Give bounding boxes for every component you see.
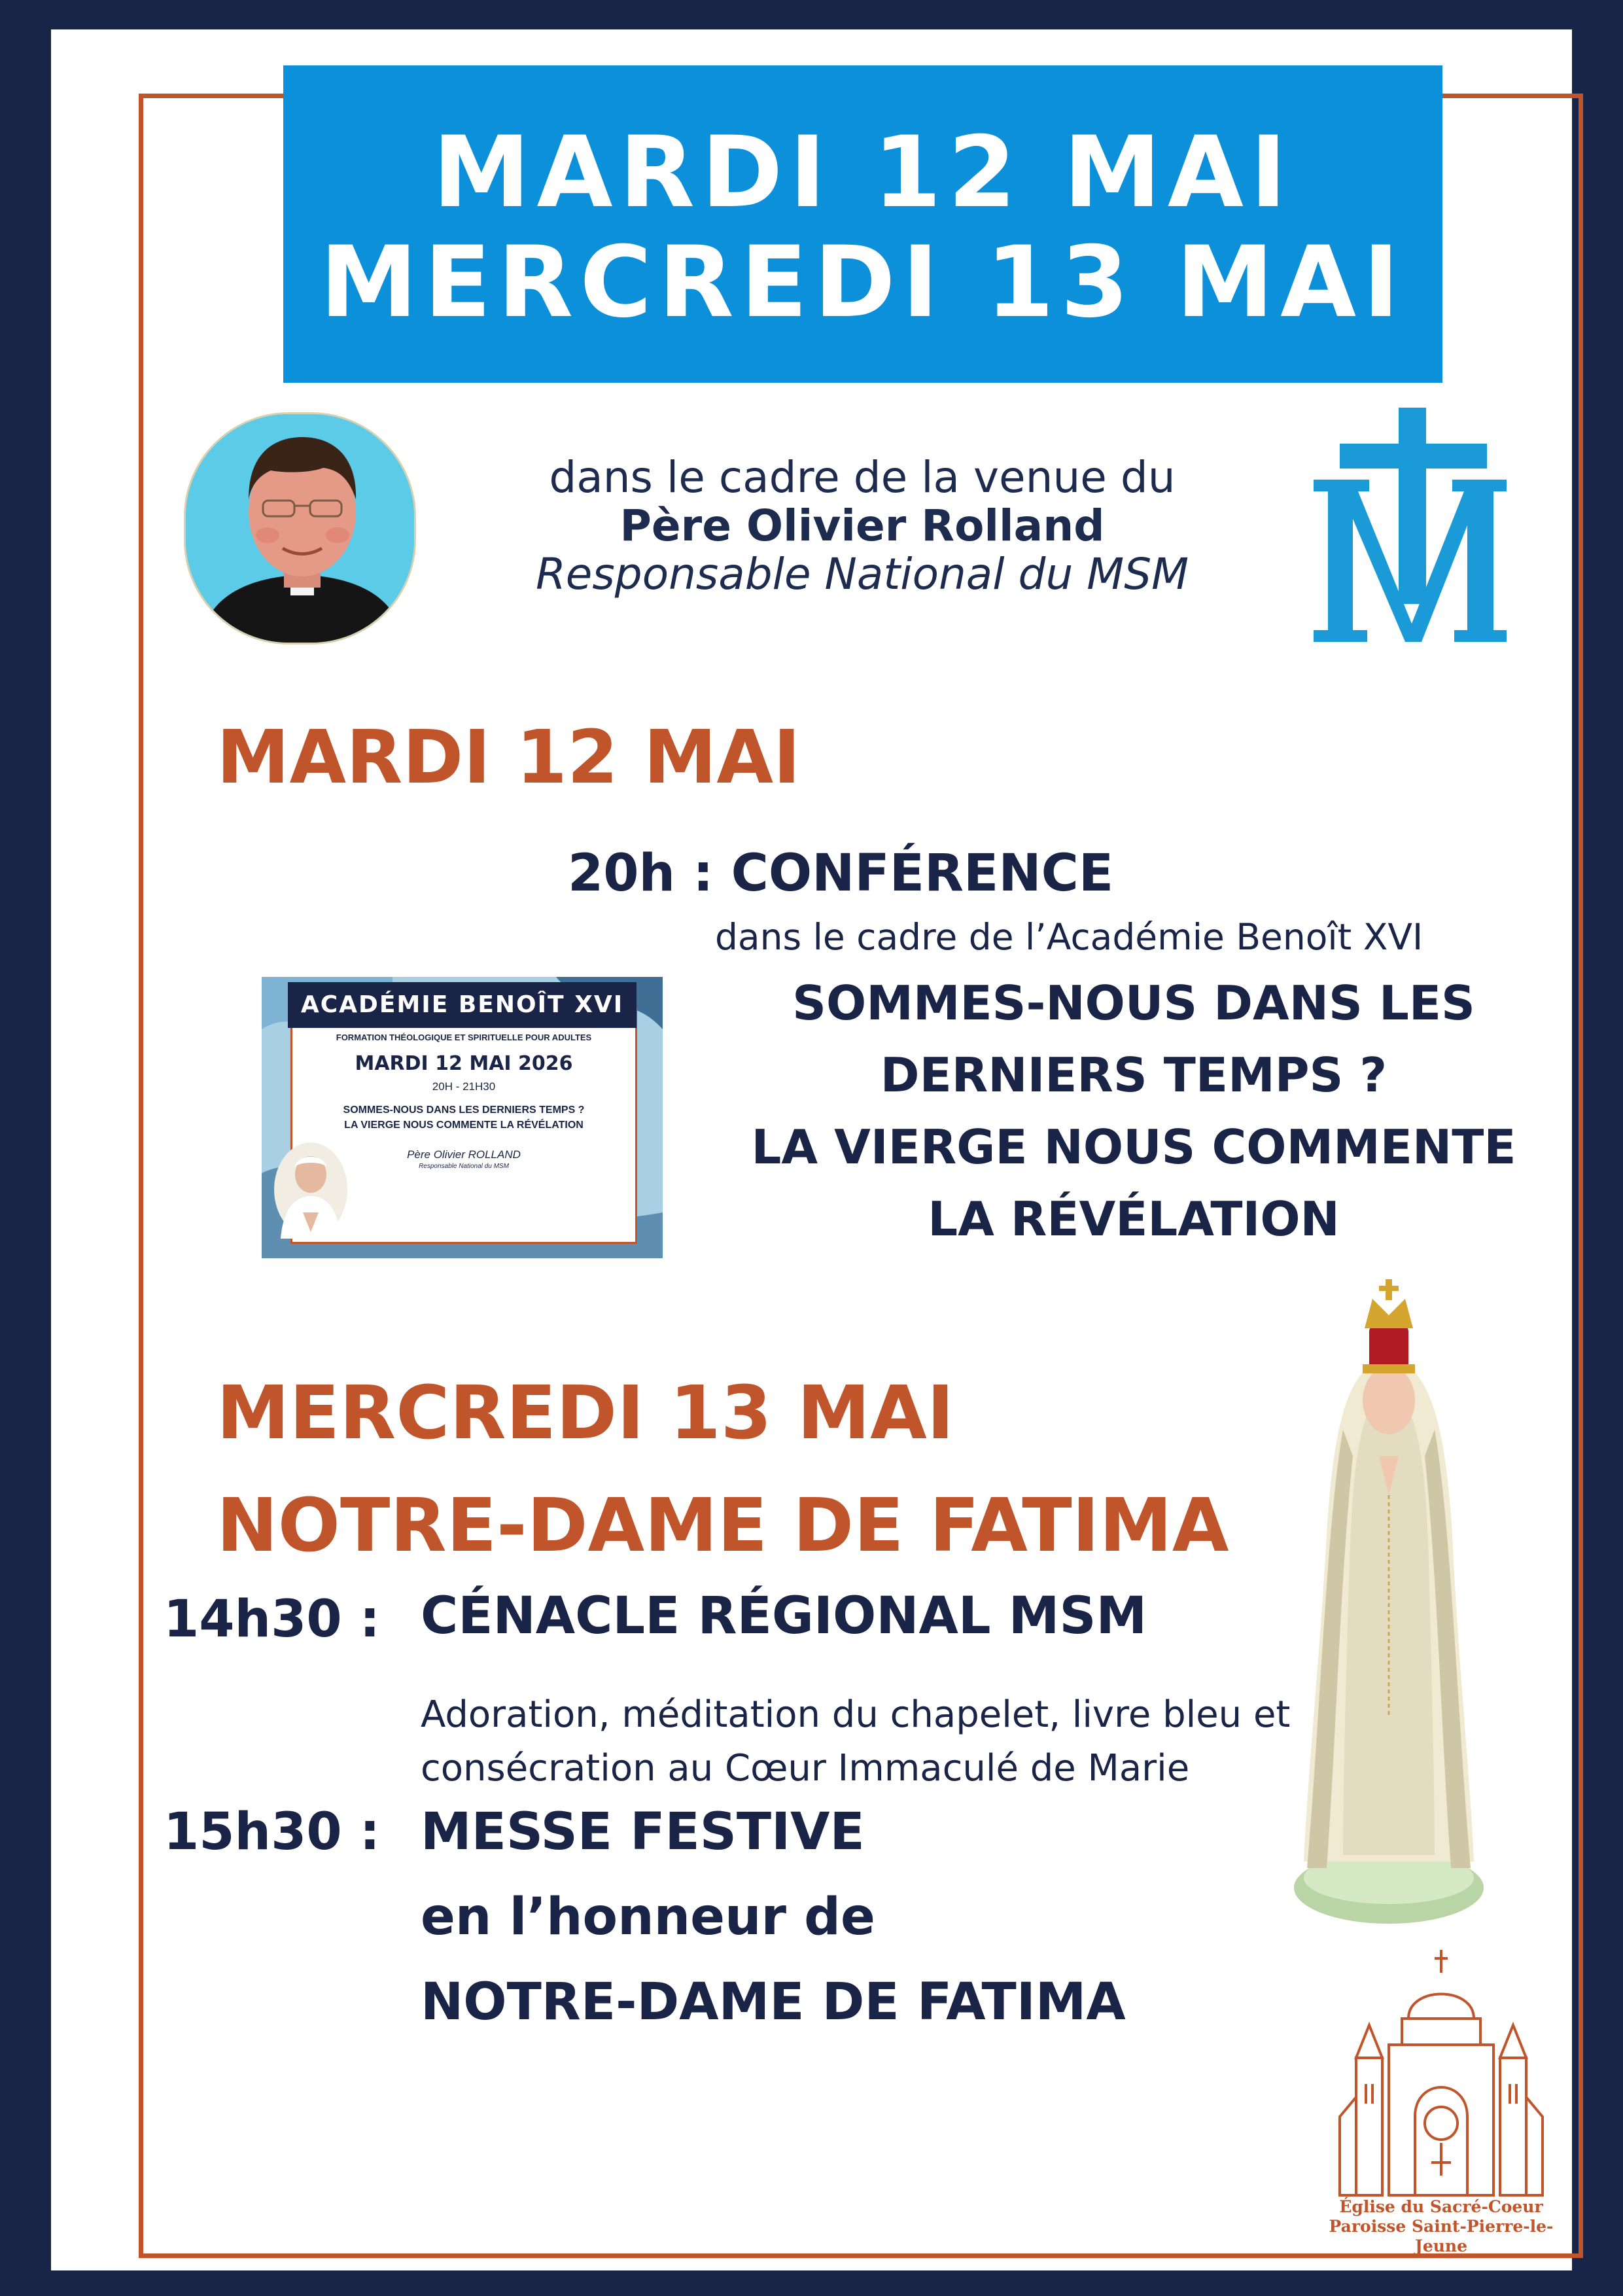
cenacle-time: 14h30 : — [164, 1590, 380, 1649]
msm-marian-logo-icon — [1307, 408, 1513, 646]
speaker-role: Responsable National du MSM — [535, 549, 1189, 599]
cenacle-title: CÉNACLE RÉGIONAL MSM — [421, 1587, 1147, 1646]
mass-time: 15h30 : — [164, 1803, 380, 1862]
poster-page — [51, 29, 1572, 2270]
mass-title-line: MESSE FESTIVE — [421, 1803, 865, 1862]
church-logo-icon — [1336, 1947, 1546, 2202]
mass-title — [421, 1790, 1126, 2045]
conference-title-line: LA RÉVÉLATION — [928, 1192, 1340, 1246]
flyer-title-2: LA VIERGE NOUS COMMENTE LA RÉVÉLATION — [344, 1120, 584, 1131]
priest-photo — [184, 412, 416, 645]
flyer-date: MARDI 12 MAI 2026 — [355, 1052, 573, 1075]
pope-portrait — [271, 1140, 350, 1239]
conference-title — [731, 967, 1536, 1255]
intro-text — [457, 453, 1268, 599]
tuesday-heading: MARDI 12 MAI — [217, 715, 801, 800]
conference-label: CONFÉRENCE — [731, 844, 1114, 903]
banner-line-2: MERCREDI 13 MAI — [320, 226, 1406, 340]
mass-title-line: en l’honneur de — [421, 1888, 875, 1947]
church-name: Église du Sacré-Coeur — [1339, 2197, 1543, 2216]
conference-title-line: LA VIERGE NOUS COMMENTE — [751, 1120, 1516, 1174]
mass-title-line: NOTRE-DAME DE FATIMA — [421, 1973, 1126, 2032]
flyer-tagline: FORMATION THÉOLOGIQUE ET SPIRITUELLE POUR ADULTES — [336, 1033, 592, 1042]
cenacle-description-line: Adoration, méditation du chapelet, livre bleu et — [421, 1693, 1291, 1736]
flyer-speaker: Père Olivier ROLLAND — [407, 1148, 521, 1161]
conference-title-line: SOMMES-NOUS DANS LES — [792, 976, 1475, 1031]
banner-line-1: MARDI 12 MAI — [432, 116, 1293, 230]
cenacle-description — [421, 1688, 1336, 1795]
fatima-statue-image — [1281, 1260, 1497, 1927]
flyer-hours: 20H - 21H30 — [432, 1080, 496, 1093]
speaker-name: Père Olivier Rolland — [620, 501, 1105, 551]
academy-flyer-thumbnail — [262, 977, 663, 1258]
wednesday-heading: MERCREDI 13 MAI — [217, 1371, 954, 1456]
flyer-title-1: SOMMES-NOUS DANS LES DERNIERS TEMPS ? — [343, 1104, 585, 1116]
intro-line: dans le cadre de la venue du — [549, 452, 1176, 503]
cenacle-description-line: consécration au Cœur Immaculé de Marie — [421, 1747, 1190, 1790]
conference-title-line: DERNIERS TEMPS ? — [880, 1048, 1387, 1103]
date-banner — [283, 65, 1442, 383]
conference-line — [568, 844, 1113, 903]
conference-time: 20h : — [568, 844, 714, 903]
flyer-header: ACADÉMIE BENOÎT XVI — [288, 982, 637, 1028]
flyer-speaker-role: Responsable National du MSM — [419, 1163, 509, 1170]
conference-subtitle: dans le cadre de l’Académie Benoît XVI — [715, 916, 1423, 958]
fatima-heading: NOTRE-DAME DE FATIMA — [217, 1483, 1229, 1568]
parish-name: Paroisse Saint-Pierre-le-Jeune — [1329, 2217, 1554, 2255]
church-caption — [1307, 2197, 1575, 2256]
